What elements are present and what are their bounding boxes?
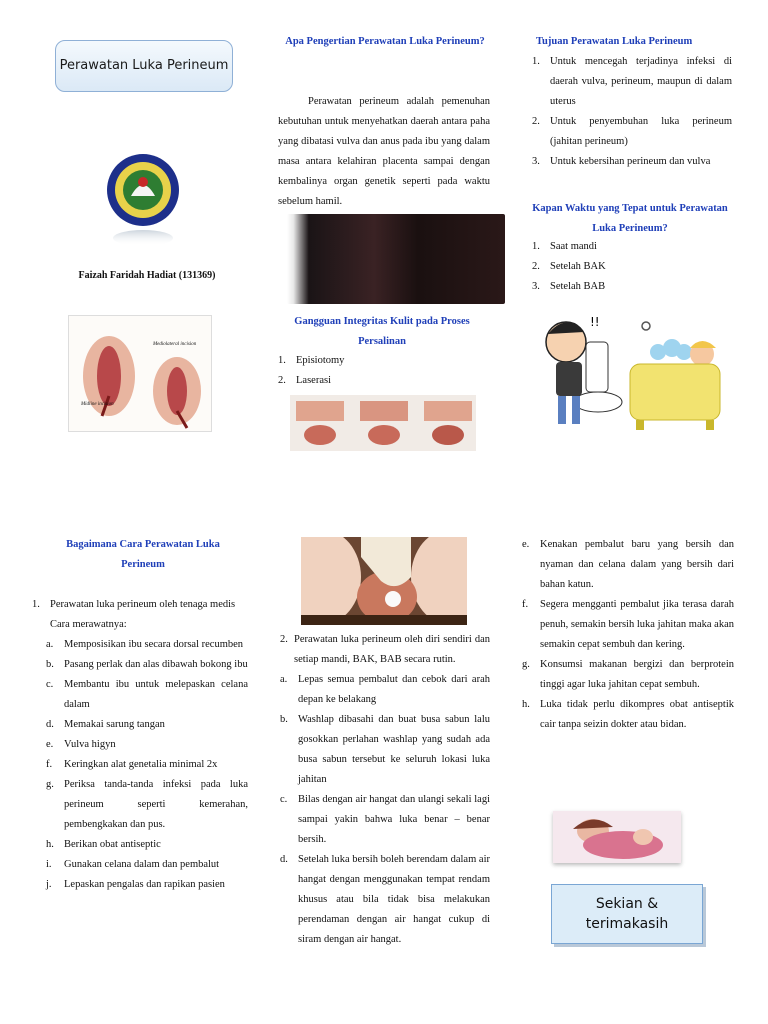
brochure-title: Perawatan Luka Perineum	[59, 58, 229, 73]
purpose-list	[532, 52, 732, 172]
bath-cartoon	[624, 312, 724, 432]
list-item: h. Luka tidak perlu dikompres obat antiseptik cair tanpa seizin dokter atau bidan.	[522, 699, 734, 730]
self-care-continued	[522, 535, 734, 735]
timing-heading: Kapan Waktu yang Tepat untuk Perawatan Luka Perineum?	[532, 203, 728, 234]
list-item: g. Konsumsi makanan bergizi dan berprotein tinggi agar luka jahitan cepat sembuh.	[522, 659, 734, 690]
thank-you-box	[551, 884, 703, 944]
purpose-heading: Tujuan Perawatan Luka Perineum	[536, 36, 693, 47]
list-item: 1. Perawatan luka perineum oleh tenaga medis	[32, 599, 236, 610]
dark-photo	[287, 214, 505, 304]
list-item: c. Bilas dengan air hangat dan ulangi sekali lagi sampai yakin bahwa luka benar – benar bersih.	[280, 794, 490, 845]
svg-text:!!: !!	[590, 315, 600, 329]
list-item: e. Vulva higyn	[46, 739, 116, 750]
toilet-cartoon	[536, 312, 626, 432]
disorder-heading: Gangguan Integritas Kulit pada Proses Persalinan	[294, 316, 470, 347]
list-item: 3. Setelah BAB	[532, 281, 606, 292]
list-item: d. Memakai sarung tangan	[46, 719, 165, 730]
list-item: b. Pasang perlak dan alas dibawah bokong ibu	[46, 659, 248, 670]
list-item: b. Washlap dibasahi dan buat busa sabun lalu gosokkan perlahan washlap yang sudah ada busa sabun tersebut ke seluruh lokasi luka jahitan	[280, 714, 490, 785]
midline-label: Midline incision	[81, 402, 114, 407]
list-item: e. Kenakan pembalut baru yang bersih dan nyaman dan celana dalam yang bersih dari bahan katun.	[522, 539, 734, 590]
list-item: 2. Perawatan luka perineum oleh diri sendiri dan setiap mandi, BAK, BAB secara rutin.	[280, 634, 490, 665]
list-item: c. Membantu ibu untuk melepaskan celana dalam	[46, 679, 248, 710]
list-item: d. Setelah luka bersih boleh berendam dalam air hangat dengan menggunakan tempat rendam khusus atau bila tidak bisa melakukan perendaman dengan air hangat cukup di siram dengan air hangat.	[280, 854, 490, 945]
list-item: 1. Untuk mencegah terjadinya infeksi di daerah vulva, perineum, maupun di dalam uterus	[532, 56, 732, 107]
list-item: h. Berikan obat antiseptic	[46, 839, 161, 850]
brochure-title-box	[55, 40, 233, 92]
list-item: 3. Untuk kebersihan perineum dan vulva	[532, 156, 711, 167]
list-item: i. Gunakan celana dalam dan pembalut	[46, 859, 220, 870]
list-item: a. Memposisikan ibu secara dorsal recumben	[46, 639, 244, 650]
list-item: g. Periksa tanda-tanda infeksi pada luka perineum seperti kemerahan, pembengkakan dan pus.	[46, 779, 248, 830]
list-item: j. Lepaskan pengalas dan rapikan pasien	[46, 879, 225, 890]
institution-logo	[104, 152, 182, 248]
thank-you-text: Sekian & terimakasih	[585, 896, 669, 932]
perineum-incision-diagram	[68, 315, 212, 432]
definition-paragraph: Perawatan perineum adalah pemenuhan kebutuhan untuk menyehatkan daerah antara paha yang dibatasi vulva dan anus pada ibu yang dalam masa antara kelahiran placenta sampai dengan kembalinya organ genetik seperti pada waktu sebelum hamil.	[278, 96, 490, 207]
list-item: 1. Episiotomy	[278, 355, 345, 366]
care-method-label: Cara merawatnya:	[50, 619, 127, 630]
medical-care-section	[32, 595, 248, 895]
mediolateral-label: Mediolateral incision	[153, 342, 197, 347]
how-to-heading: Bagaimana Cara Perawatan Luka Perineum	[66, 539, 220, 570]
list-item: 2. Setelah BAK	[532, 261, 606, 272]
mother-baby-photo	[553, 811, 681, 863]
list-item: 2. Laserasi	[278, 375, 331, 386]
author-name: Faizah Faridah Hadiat (131369)	[78, 270, 216, 281]
disorder-list	[278, 351, 478, 391]
list-item: 1. Saat mandi	[532, 241, 597, 252]
list-item: 2. Untuk penyembuhan luka perineum (jahitan perineum)	[532, 116, 732, 147]
wound-cleaning-photo	[301, 537, 467, 625]
list-item: a. Lepas semua pembalut dan cebok dari arah depan ke belakang	[280, 674, 490, 705]
timing-list	[532, 237, 732, 297]
self-care-section	[280, 630, 490, 950]
list-item: f. Segera mengganti pembalut jika terasa darah penuh, semakin bersih luka jahitan maka akan semakin cepat sembuh dan kering.	[522, 599, 734, 650]
definition-heading: Apa Pengertian Perawatan Luka Perineum?	[285, 36, 485, 47]
list-item: f. Keringkan alat genetalia minimal 2x	[46, 759, 218, 770]
laceration-degree-images	[290, 395, 476, 451]
